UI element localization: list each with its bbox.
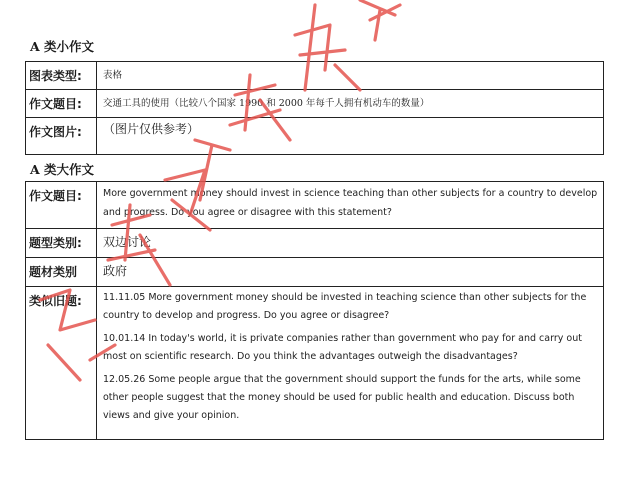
small-essay-heading: A 类小作文: [30, 39, 95, 54]
small-topic-label: 作文题目:: [26, 90, 97, 117]
similar-topic-item: 10.01.14 In today's world, it is private companies rather than government who pay for and carry out most on scientific research. Do you think the advantages outweigh the disadvantages?: [103, 333, 582, 362]
subject-label: 题材类别: [26, 258, 97, 286]
large-topic-text: More government money should invest in science teaching than other subjects for a country to develop and progress. Do you agree or disagree with this statement?: [103, 188, 598, 218]
small-essay-table: [25, 61, 604, 155]
essay-image-label: 作文图片:: [26, 118, 97, 154]
question-type-row: [26, 229, 603, 258]
chart-type-row: [26, 62, 603, 90]
essay-image-row: [26, 118, 603, 154]
small-topic-row: [26, 90, 603, 118]
similar-topics-row: [26, 287, 603, 439]
similar-topics-list: [97, 287, 603, 439]
small-topic-value: 交通工具的使用（比较八个国家 1990 和 2000 年每千人拥有机动车的数量）: [103, 98, 430, 109]
subject-row: [26, 258, 603, 287]
large-topic-row: [26, 182, 603, 229]
large-topic-label: 作文题目:: [26, 182, 97, 228]
essay-image-value: （图片仅供参考）: [103, 122, 200, 136]
question-type-label: 题型类别:: [26, 229, 97, 257]
question-type-value: 双边讨论: [103, 235, 152, 249]
similar-topic-item: 12.05.26 Some people argue that the government should support the funds for the arts, while some other people suggest that the money should be used for public health and education. Discuss both views and give your opinion.: [103, 374, 581, 421]
chart-type-value: 表格: [103, 70, 123, 81]
subject-value: 政府: [103, 264, 128, 278]
chart-type-label: 图表类型:: [26, 62, 97, 89]
similar-topic-item: 11.11.05 More government money should be invested in teaching science than other subjects for the country to develop and progress. Do you agree or disagree?: [103, 292, 587, 321]
similar-topics-label: 类似旧题:: [26, 287, 97, 439]
large-essay-table: [25, 181, 604, 440]
large-essay-heading: A 类大作文: [30, 162, 95, 177]
